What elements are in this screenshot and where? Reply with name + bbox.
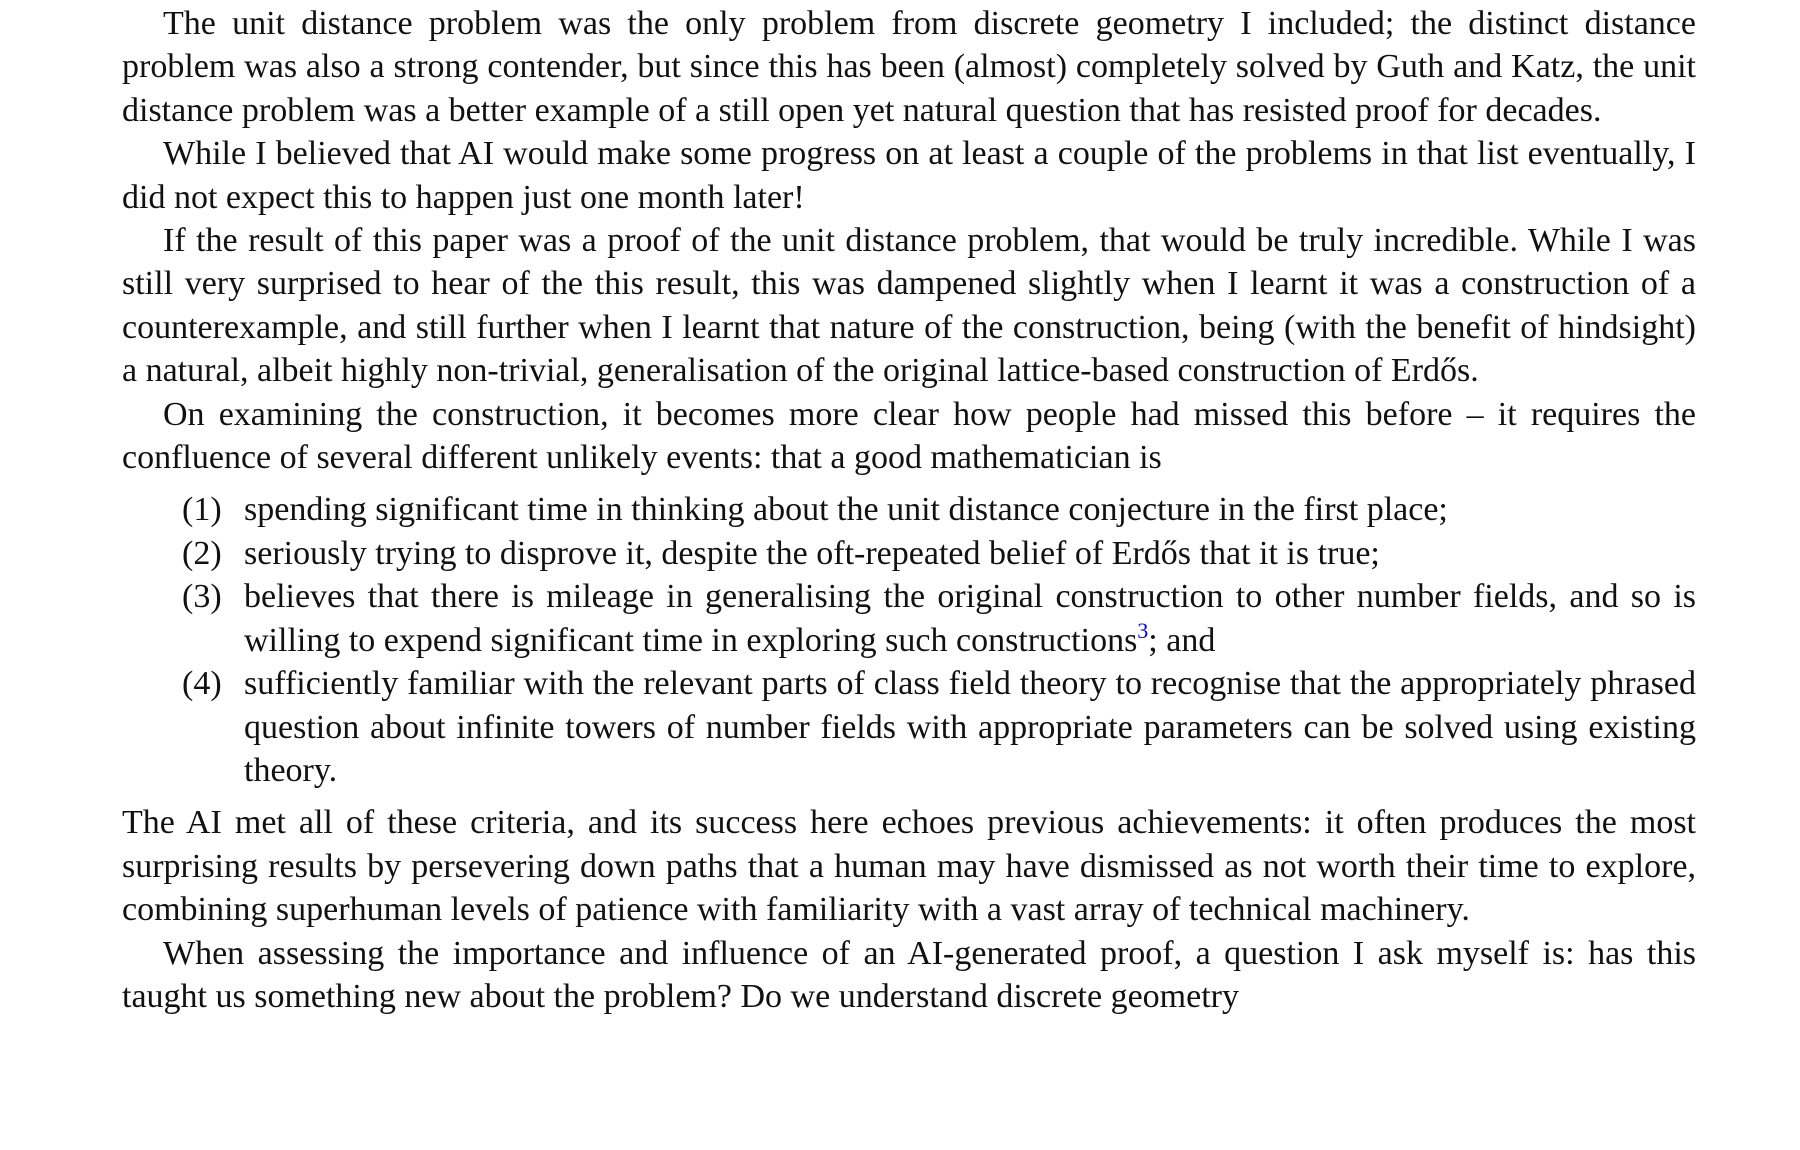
footnote-link[interactable]: 3	[1137, 617, 1149, 643]
paragraph-result-reaction: If the result of this paper was a proof of the unit distance problem, that would be truly incredible. While I was still very surprised to hear of the this result, this was dampened slightly when I learnt it was a construction of a counterexample, and still further when I learnt that nature of the construction, being (with the benefit of hindsight) a natural, albeit highly non-trivial, generalisation of the original lattice-based construction of Erdős.	[122, 222, 1696, 390]
list-item-number: (4)	[182, 665, 222, 703]
paragraph-ai-criteria: The AI met all of these criteria, and its success here echoes previous achievements: it often produces the most surprising results by persevering down paths that a human may have dismissed as not worth their time to explore, combining superhuman levels of patience with familiarity with a vast array of technical machinery.	[122, 804, 1696, 929]
paragraph-assessing-importance: When assessing the importance and influence of an AI-generated proof, a question I ask myself is: has this taught us something new about the problem? Do we understand discrete geometry	[122, 934, 1696, 1015]
list-item-number: (1)	[182, 491, 222, 529]
paragraph-unit-distance-choice: The unit distance problem was the only problem from discrete geometry I included; the distinct distance problem was also a strong contender, but since this has been (almost) completely solved by Guth and Katz, the unit distance problem was a better example of a still open yet natural question that has resisted proof for decades.	[122, 5, 1696, 129]
paragraph-expectation: While I believed that AI would make some progress on at least a couple of the problems in that list eventually, I did not expect this to happen just one month later!	[122, 135, 1696, 216]
list-item	[182, 488, 1696, 531]
list-item-number: (3)	[182, 578, 222, 616]
list-item-number: (2)	[182, 534, 222, 572]
list-item	[182, 532, 1696, 575]
document-page	[0, 2, 1800, 1150]
list-item-text: seriously trying to disprove it, despite the oft-repeated belief of Erdős that it is true;	[244, 534, 1380, 572]
list-item-text-tail: ; and	[1148, 621, 1216, 659]
list-item-text: believes that there is mileage in generalising the original construction to other number fields, and so is willing to expend significant time in exploring such constructions	[244, 578, 1696, 659]
list-item	[182, 575, 1696, 662]
list-item	[182, 662, 1696, 792]
list-item-text: sufficiently familiar with the relevant parts of class field theory to recognise that the appropriately phrased question about infinite towers of number fields with appropriate parameters can be solved using existing theory.	[244, 665, 1696, 789]
list-item-text: spending significant time in thinking about the unit distance conjecture in the first place;	[244, 491, 1448, 529]
paragraph-examining-construction: On examining the construction, it becomes more clear how people had missed this before – it requires the confluence of several different unlikely events: that a good mathematician is	[122, 395, 1696, 477]
criteria-list	[122, 488, 1696, 792]
